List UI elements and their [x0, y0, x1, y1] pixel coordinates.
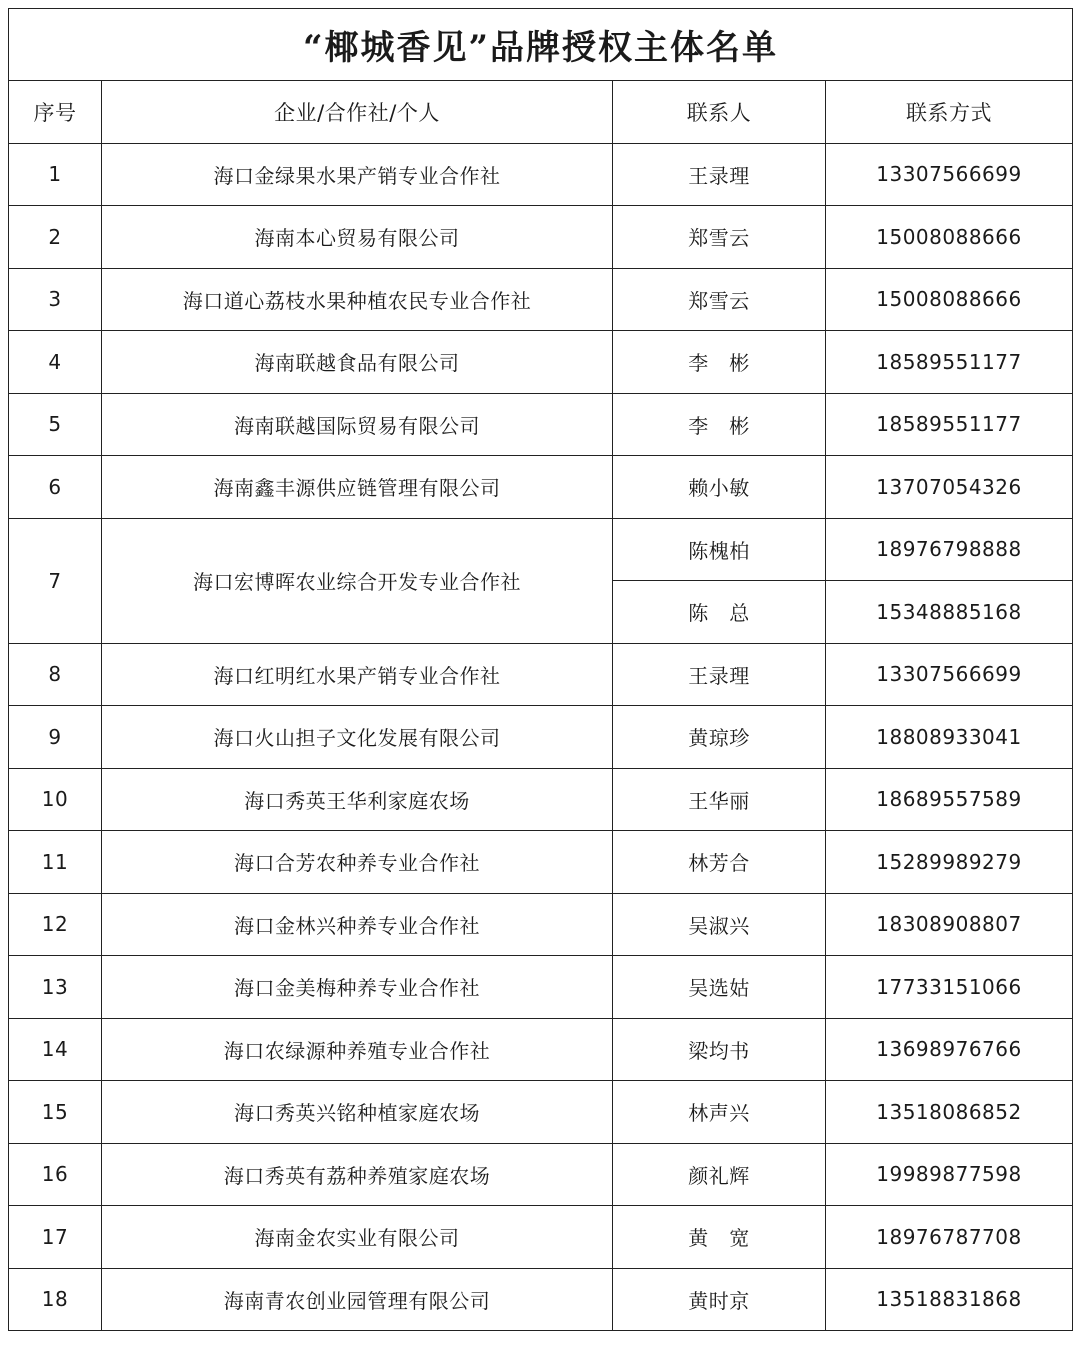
- contact-phone: 15348885168: [826, 581, 1073, 644]
- contact-name: 赖小敏: [613, 456, 826, 519]
- row-number: 9: [9, 706, 102, 769]
- contact-phone: 13307566699: [826, 643, 1073, 706]
- row-number: 16: [9, 1143, 102, 1206]
- contact-name: 李 彬: [613, 393, 826, 456]
- contact-name: 李 彬: [613, 331, 826, 394]
- row-number: 13: [9, 956, 102, 1019]
- entity-name: 海口秀英兴铭种植家庭农场: [102, 1081, 613, 1144]
- header-entity: 企业/合作社/个人: [102, 81, 613, 144]
- contact-name: 王录理: [613, 643, 826, 706]
- entity-name: 海南金农实业有限公司: [102, 1206, 613, 1269]
- table-row: [9, 1143, 1073, 1206]
- entity-name: 海口火山担子文化发展有限公司: [102, 706, 613, 769]
- contact-phone: 18976787708: [826, 1206, 1073, 1269]
- entity-name: 海口合芳农种养专业合作社: [102, 831, 613, 894]
- contact-phone: 15008088666: [826, 206, 1073, 269]
- entity-name: 海口红明红水果产销专业合作社: [102, 643, 613, 706]
- entity-name: 海南本心贸易有限公司: [102, 206, 613, 269]
- contact-name: 吴选姑: [613, 956, 826, 1019]
- table-row: [9, 1081, 1073, 1144]
- contact-name: 黄琼珍: [613, 706, 826, 769]
- entity-name: 海口秀英王华利家庭农场: [102, 768, 613, 831]
- table-row: [9, 206, 1073, 269]
- row-number: 11: [9, 831, 102, 894]
- table-row: [9, 706, 1073, 769]
- contact-phone: 18589551177: [826, 331, 1073, 394]
- table-row: [9, 1268, 1073, 1331]
- row-number: 10: [9, 768, 102, 831]
- entity-name: 海口金绿果水果产销专业合作社: [102, 143, 613, 206]
- entity-name: 海口金林兴种养专业合作社: [102, 893, 613, 956]
- table-row: [9, 831, 1073, 894]
- contact-name: 林芳合: [613, 831, 826, 894]
- contact-name: 郑雪云: [613, 268, 826, 331]
- entity-name: 海口农绿源种养殖专业合作社: [102, 1018, 613, 1081]
- contact-phone: 17733151066: [826, 956, 1073, 1019]
- contact-name: 郑雪云: [613, 206, 826, 269]
- table-row: [9, 643, 1073, 706]
- contact-name: 王华丽: [613, 768, 826, 831]
- contact-phone: 13518086852: [826, 1081, 1073, 1144]
- authorization-table: [8, 8, 1073, 1331]
- row-number: 15: [9, 1081, 102, 1144]
- entity-name: 海口道心荔枝水果种植农民专业合作社: [102, 268, 613, 331]
- contact-phone: 13518831868: [826, 1268, 1073, 1331]
- row-number: 1: [9, 143, 102, 206]
- table-row: [9, 956, 1073, 1019]
- table-row: [9, 1018, 1073, 1081]
- page-title: “椰城香见”品牌授权主体名单: [9, 9, 1073, 81]
- contact-name: 颜礼辉: [613, 1143, 826, 1206]
- contact-name: 陈 总: [613, 581, 826, 644]
- table-row: [9, 143, 1073, 206]
- row-number: 4: [9, 331, 102, 394]
- contact-name: 黄 宽: [613, 1206, 826, 1269]
- contact-phone: 13307566699: [826, 143, 1073, 206]
- contact-phone: 18308908807: [826, 893, 1073, 956]
- contact-phone: 18689557589: [826, 768, 1073, 831]
- contact-phone: 15289989279: [826, 831, 1073, 894]
- title-row: [9, 9, 1073, 81]
- contact-name: 王录理: [613, 143, 826, 206]
- contact-name: 陈槐柏: [613, 518, 826, 581]
- table-body: [9, 143, 1073, 1331]
- row-number: 8: [9, 643, 102, 706]
- entity-name: 海南联越食品有限公司: [102, 331, 613, 394]
- header-phone: 联系方式: [826, 81, 1073, 144]
- contact-phone: 19989877598: [826, 1143, 1073, 1206]
- contact-phone: 18976798888: [826, 518, 1073, 581]
- entity-name: 海口秀英有荔种养殖家庭农场: [102, 1143, 613, 1206]
- table-row: [9, 768, 1073, 831]
- contact-phone: 18808933041: [826, 706, 1073, 769]
- entity-name: 海南青农创业园管理有限公司: [102, 1268, 613, 1331]
- row-number: 7: [9, 518, 102, 643]
- row-number: 18: [9, 1268, 102, 1331]
- row-number: 6: [9, 456, 102, 519]
- header-contact: 联系人: [613, 81, 826, 144]
- contact-phone: 18589551177: [826, 393, 1073, 456]
- contact-name: 梁均书: [613, 1018, 826, 1081]
- header-row: [9, 81, 1073, 144]
- row-number: 3: [9, 268, 102, 331]
- row-number: 14: [9, 1018, 102, 1081]
- row-number: 5: [9, 393, 102, 456]
- contact-phone: 15008088666: [826, 268, 1073, 331]
- entity-name: 海口宏博晖农业综合开发专业合作社: [102, 518, 613, 643]
- row-number: 12: [9, 893, 102, 956]
- table-row: [9, 331, 1073, 394]
- header-no: 序号: [9, 81, 102, 144]
- contact-name: 林声兴: [613, 1081, 826, 1144]
- row-number: 17: [9, 1206, 102, 1269]
- table-row: [9, 456, 1073, 519]
- table-row: [9, 268, 1073, 331]
- contact-phone: 13698976766: [826, 1018, 1073, 1081]
- table-row: [9, 893, 1073, 956]
- contact-name: 黄时京: [613, 1268, 826, 1331]
- entity-name: 海南联越国际贸易有限公司: [102, 393, 613, 456]
- table-row: [9, 393, 1073, 456]
- entity-name: 海口金美梅种养专业合作社: [102, 956, 613, 1019]
- table-row: [9, 1206, 1073, 1269]
- contact-name: 吴淑兴: [613, 893, 826, 956]
- table-row: [9, 518, 1073, 581]
- entity-name: 海南鑫丰源供应链管理有限公司: [102, 456, 613, 519]
- row-number: 2: [9, 206, 102, 269]
- contact-phone: 13707054326: [826, 456, 1073, 519]
